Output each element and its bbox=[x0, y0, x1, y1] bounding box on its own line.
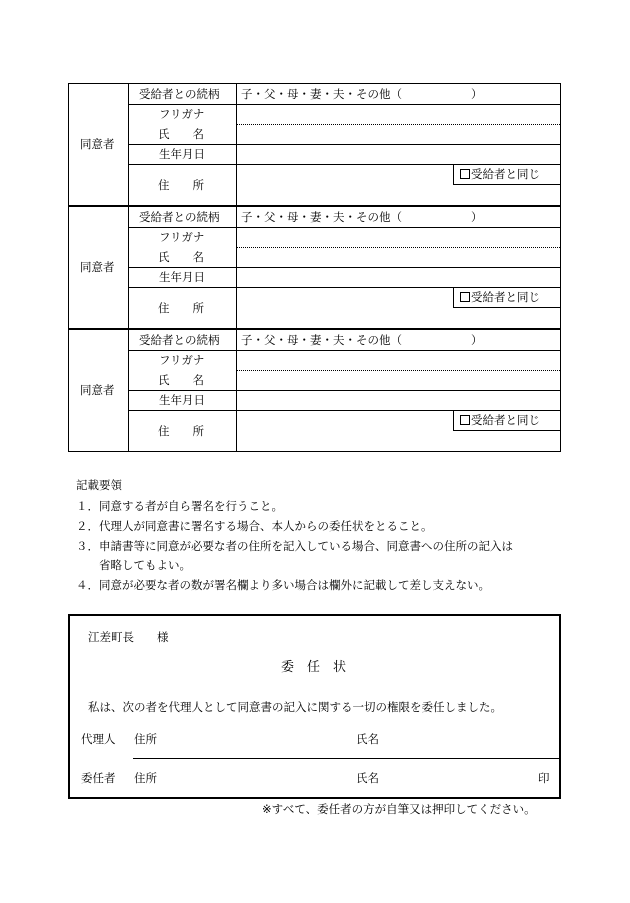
furigana-label: フリガナ bbox=[159, 230, 205, 244]
instructions-heading: 記載要領 bbox=[76, 478, 122, 492]
consenter-group-label: 同意者 bbox=[80, 383, 115, 397]
birthdate-label: 生年月日 bbox=[159, 147, 205, 161]
birthdate-label: 生年月日 bbox=[159, 270, 205, 284]
furigana-label: フリガナ bbox=[159, 353, 205, 367]
name-label: 氏 名 bbox=[158, 373, 204, 387]
relation-label: 受給者との続柄 bbox=[139, 210, 220, 224]
furigana-label: フリガナ bbox=[159, 107, 205, 121]
row-divider-dotted bbox=[236, 247, 560, 248]
row-divider bbox=[128, 390, 560, 391]
proxy-title: 委 任 状 bbox=[281, 660, 347, 675]
address-label: 住 所 bbox=[158, 301, 204, 315]
agent-signature-line[interactable] bbox=[133, 758, 559, 759]
agent-label: 代理人 bbox=[81, 732, 116, 746]
same-as-recipient-label: 受給者と同じ bbox=[471, 167, 540, 181]
instruction-item: 省略してもよい。 bbox=[76, 558, 191, 572]
consenter-group-label: 同意者 bbox=[80, 137, 115, 151]
row-divider-dotted bbox=[236, 370, 560, 371]
delegator-address-label: 住所 bbox=[134, 771, 157, 785]
proxy-statement: 私は、次の者を代理人として同意書の記入に関する一切の権限を委任しました。 bbox=[88, 700, 502, 714]
delegator-name-label: 氏名 bbox=[356, 771, 379, 785]
row-divider-dotted bbox=[236, 124, 560, 125]
row-divider bbox=[128, 350, 560, 351]
instruction-item: ２．代理人が同意書に署名する場合、本人からの委任状をとること。 bbox=[76, 519, 433, 533]
same-as-recipient-checkbox[interactable] bbox=[460, 290, 540, 304]
consenter-table bbox=[68, 329, 561, 452]
row-divider bbox=[128, 267, 560, 268]
delegator-label: 委任者 bbox=[81, 771, 116, 785]
consenter-table bbox=[68, 83, 561, 206]
agent-name-label: 氏名 bbox=[356, 732, 379, 746]
addressee: 江差町長 様 bbox=[88, 630, 169, 644]
birthdate-label: 生年月日 bbox=[159, 393, 205, 407]
same-as-recipient-checkbox[interactable] bbox=[460, 167, 540, 181]
relation-options[interactable]: 子・父・母・妻・夫・その他（ ） bbox=[241, 210, 483, 224]
address-label: 住 所 bbox=[158, 424, 204, 438]
checkbox-icon[interactable] bbox=[460, 169, 470, 179]
consenter-table bbox=[68, 206, 561, 329]
row-divider bbox=[128, 104, 560, 105]
footer-note: ※すべて、委任者の方が自筆又は押印してください。 bbox=[262, 802, 536, 816]
seal-mark: 印 bbox=[538, 771, 550, 785]
relation-label: 受給者との続柄 bbox=[139, 87, 220, 101]
instruction-item: ４．同意が必要な者の数が署名欄より多い場合は欄外に記載して差し支えない。 bbox=[76, 578, 490, 592]
instruction-item: ３．申請書等に同意が必要な者の住所を記入している場合、同意書への住所の記入は bbox=[76, 539, 513, 553]
address-label: 住 所 bbox=[158, 178, 204, 192]
consenter-group-label: 同意者 bbox=[80, 260, 115, 274]
name-label: 氏 名 bbox=[158, 250, 204, 264]
proxy-form bbox=[68, 614, 561, 799]
same-as-recipient-label: 受給者と同じ bbox=[471, 290, 540, 304]
instruction-item: １．同意する者が自ら署名を行うこと。 bbox=[76, 499, 283, 513]
agent-address-label: 住所 bbox=[134, 732, 157, 746]
checkbox-icon[interactable] bbox=[460, 292, 470, 302]
row-divider bbox=[128, 227, 560, 228]
relation-options[interactable]: 子・父・母・妻・夫・その他（ ） bbox=[241, 333, 483, 347]
relation-label: 受給者との続柄 bbox=[139, 333, 220, 347]
relation-options[interactable]: 子・父・母・妻・夫・その他（ ） bbox=[241, 87, 483, 101]
checkbox-icon[interactable] bbox=[460, 415, 470, 425]
row-divider bbox=[128, 144, 560, 145]
name-label: 氏 名 bbox=[158, 127, 204, 141]
same-as-recipient-label: 受給者と同じ bbox=[471, 413, 540, 427]
same-as-recipient-checkbox[interactable] bbox=[460, 413, 540, 427]
